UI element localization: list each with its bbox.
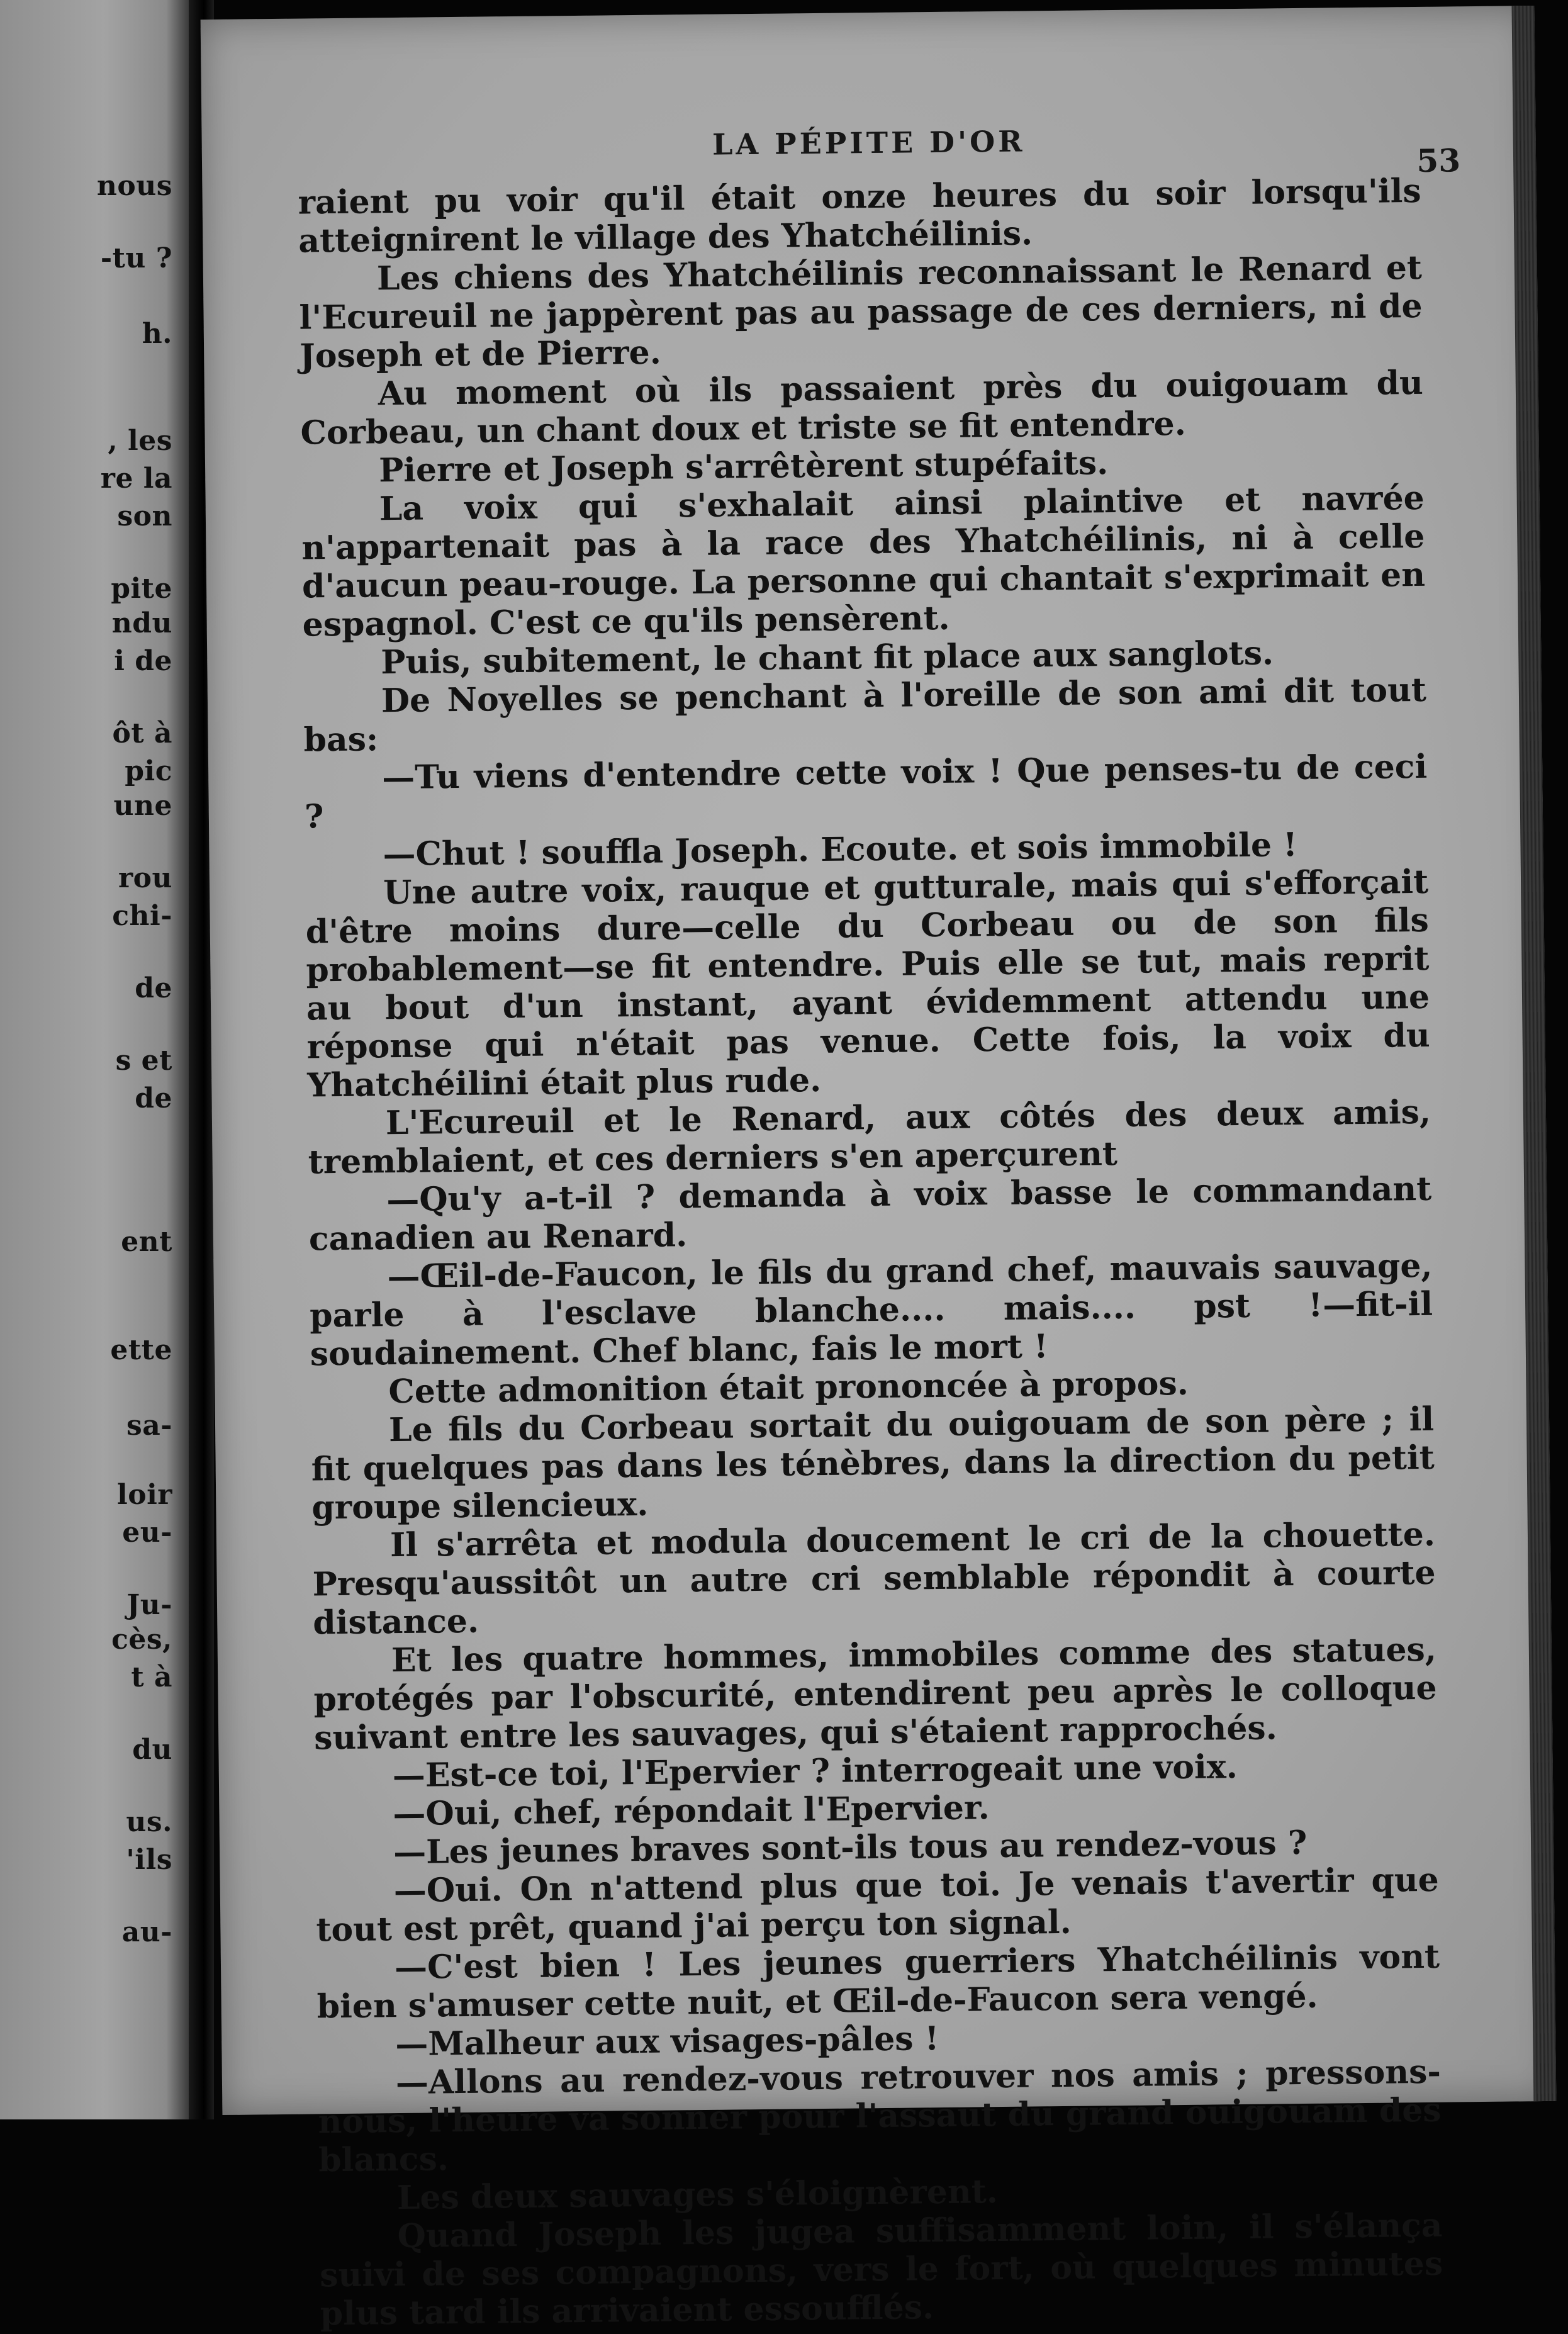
- left-page-fragment: pic: [125, 755, 172, 787]
- paragraph: Pierre et Joseph s'arrêtèrent stupéfaits.: [378, 444, 1109, 490]
- left-page-fragment: , les: [108, 425, 172, 457]
- left-page-fragment: i de: [114, 645, 172, 677]
- left-page-fragment: nous: [96, 170, 172, 202]
- left-page-fragment: us.: [126, 1806, 172, 1838]
- left-page-fragment: -tu ?: [100, 242, 172, 274]
- paragraph: Quand Joseph les jugea suffisamment loin, il s'élança suivi de ses compagnons, vers le fort, où quelques minutes plus tard ils arrivaient essoufflés.: [319, 2206, 1443, 2333]
- paragraph: —Malheur aux visages-pâles !: [395, 2019, 939, 2064]
- paragraph: —C'est bien ! Les jeunes guerriers Yhatchéilinis vont bien s'amuser cette nuit, et Œil-de-Faucon sera vengé.: [316, 1937, 1440, 2026]
- left-page-fragment: ent: [121, 1226, 172, 1258]
- paragraph: —Est-ce toi, l'Epervier ? interrogeait une voix.: [392, 1748, 1238, 1795]
- paragraph: Au moment où ils passaient près du ouigouam du Corbeau, un chant doux et triste se fit entendre.: [300, 363, 1424, 452]
- paragraph: Une autre voix, rauque et gutturale, mais qui s'efforçait d'être moins dure—celle du Corbeau ou de son fils probablement—se fit entendre. Puis elle se tut, mais reprit au bout d'un instant, ayant évidemment attendu une réponse qui n'était pas venue. Cette fois, la voix du Yhatchéilini était plus rude.: [305, 862, 1430, 1105]
- left-page-fragment: une: [113, 790, 172, 822]
- book-page: [201, 6, 1557, 2333]
- paragraph: —Allons au rendez-vous retrouver nos amis ; pressons-nous, l'heure va sonner pour l'assaut du grand ouigouam des blancs.: [318, 2052, 1442, 2180]
- left-page-fragment: chi-: [112, 900, 172, 932]
- left-page-fragment: de: [135, 1082, 172, 1114]
- paragraph: Et les quatre hommes, immobiles comme des statues, protégés par l'obscurité, entendirent peu après le colloque suivant entre les sauvages, qui s'étaient rapprochés.: [313, 1630, 1437, 1758]
- left-page-fragment: cès,: [111, 1624, 172, 1656]
- paragraph: —Chut ! souffla Joseph. Ecoute. et sois immobile !: [383, 826, 1298, 874]
- paragraph: Cette admonition était prononcée à propos.: [388, 1364, 1189, 1411]
- page-number: 53: [1416, 142, 1461, 179]
- paragraph: raient pu voir qu'il était onze heures du soir lorsqu'ils atteignirent le village des Yhatchéilinis.: [298, 171, 1421, 261]
- paragraph: La voix qui s'exhalait ainsi plaintive et navrée n'appartenait pas à la race des Yhatchéilinis, ni à celle d'aucun peau-rouge. La personne qui chantait s'exprimait en espagnol. C'est ce qu'ils pensèrent.: [301, 478, 1426, 644]
- left-page-fragment: de: [135, 972, 172, 1004]
- paragraph: Il s'arrêta et modula doucement le cri de la chouette. Presqu'aussitôt un autre cri semblable répondit à courte distance.: [312, 1515, 1436, 1642]
- left-page-fragment: loir: [117, 1479, 172, 1511]
- running-head: LA PÉPITE D'OR: [712, 124, 1026, 162]
- left-page-fragment: pite: [111, 573, 172, 605]
- paragraph: Les chiens des Yhatchéilinis reconnaissant le Renard et l'Ecureuil ne jappèrent pas au passage de ces derniers, ni de Joseph et de Pierre.: [299, 248, 1423, 376]
- paragraph: —Qu'y a-t-il ? demanda à voix basse le commandant canadien au Renard.: [308, 1169, 1432, 1259]
- left-page-fragment: ette: [110, 1334, 172, 1366]
- paragraph: Puis, subitement, le chant fit place aux sanglots.: [381, 634, 1274, 682]
- left-page-fragment: eu-: [122, 1517, 172, 1549]
- left-facing-page: [0, 0, 189, 2119]
- paragraph: —Les jeunes braves sont-ils tous au rendez-vous ?: [393, 1823, 1308, 1872]
- left-page-fragment: sa-: [126, 1410, 172, 1442]
- left-page-fragment: Ju-: [126, 1589, 172, 1621]
- left-page-fragment: ndu: [111, 607, 172, 639]
- left-page-fragment: 'ils: [126, 1844, 172, 1876]
- paragraph: L'Ecureuil et le Renard, aux côtés des deux amis, tremblaient, et ces derniers s'en aperçurent: [308, 1092, 1431, 1182]
- left-page-fragment: au-: [121, 1916, 172, 1948]
- left-page-fragment: rou: [118, 862, 172, 894]
- paragraph: —Œil-de-Faucon, le fils du grand chef, mauvais sauvage, parle à l'esclave blanche.... mais.... pst !—fit-il soudainement. Chef blanc, fais le mort !: [309, 1246, 1433, 1374]
- paragraph: —Tu viens d'entendre cette voix ! Que penses-tu de ceci ?: [304, 747, 1428, 836]
- paragraph: —Oui, chef, répondait l'Epervier.: [393, 1788, 990, 1834]
- body-text: [298, 172, 1443, 2333]
- paragraph: De Noyelles se penchant à l'oreille de son ami dit tout bas:: [303, 670, 1427, 760]
- left-page-fragment: h.: [142, 318, 172, 350]
- left-page-fragment: s et: [115, 1045, 172, 1077]
- page-edge-stack: [1512, 6, 1557, 2101]
- paragraph: Le fils du Corbeau sortait du ouigouam de son père ; il fit quelques pas dans les ténèbres, dans la direction du petit groupe silencieux.: [311, 1400, 1435, 1527]
- left-page-fragment: son: [117, 500, 172, 532]
- paragraph: —Oui. On n'attend plus que toi. Je venais t'avertir que tout est prêt, quand j'ai perçu ton signal.: [316, 1860, 1440, 1950]
- left-page-fragment: re la: [100, 463, 172, 495]
- paragraph: Les deux sauvages s'éloignèrent.: [396, 2172, 999, 2218]
- left-page-fragment: du: [132, 1734, 172, 1766]
- left-page-fragment: ôt à: [112, 717, 172, 749]
- left-page-fragment: t à: [131, 1661, 172, 1693]
